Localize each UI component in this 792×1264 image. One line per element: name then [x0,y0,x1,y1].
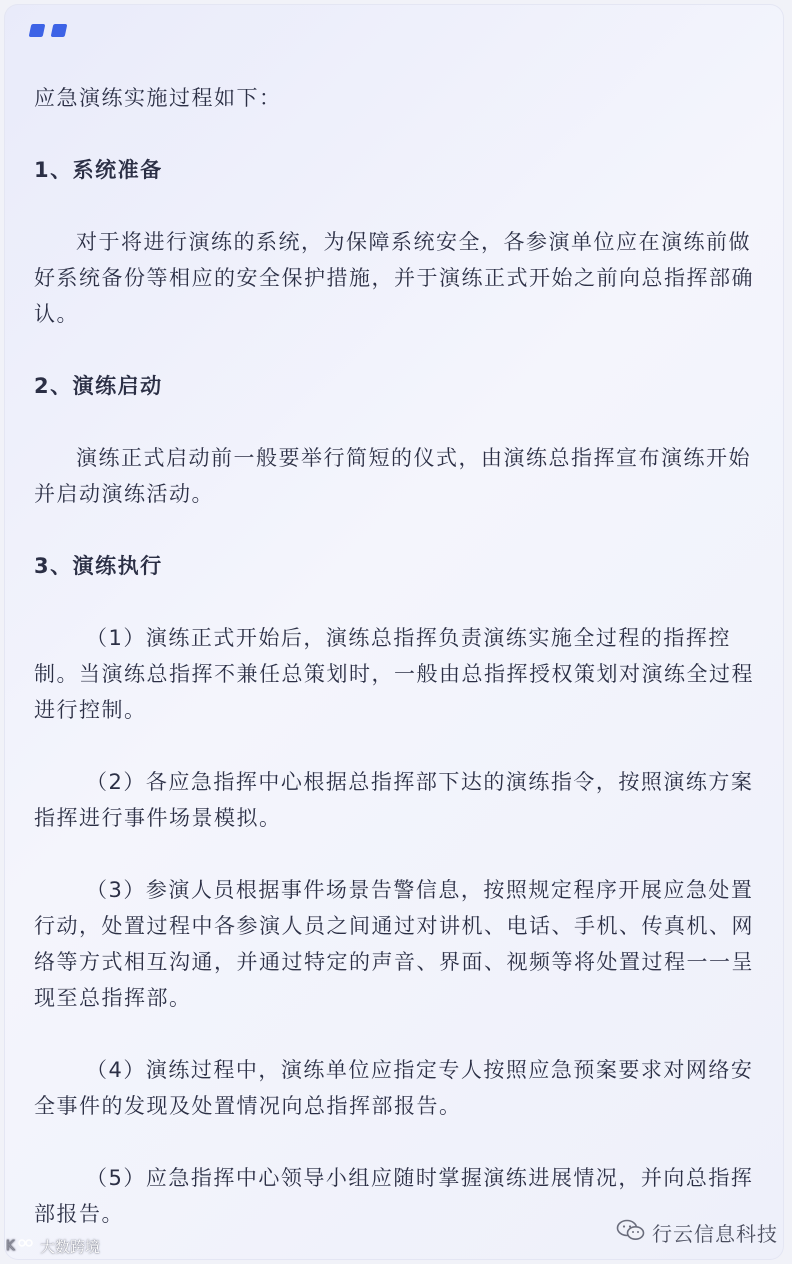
svg-text:K: K [6,1238,15,1253]
paragraph: （1）演练正式开始后，演练总指挥负责演练实施全过程的指挥控制。当演练总指挥不兼任总策划时，一般由总指挥授权策划对演练全过程进行控制。 [34,626,754,722]
intro-text: 应急演练实施过程如下： [34,86,282,110]
section-heading: 3、演练执行 [34,554,163,578]
decorative-squares-icon [30,24,66,37]
watermark-platform-name: 大数跨境 [40,1238,101,1256]
article-body [34,80,764,1260]
section-heading: 2、演练启动 [34,374,163,398]
paragraph: （4）演练过程中，演练单位应指定专人按照应急预案要求对网络安全事件的发现及处置情况向总指挥部报告。 [34,1058,754,1118]
watermark-platform [6,1236,100,1257]
paragraph: （2）各应急指挥中心根据总指挥部下达的演练指令，按照演练方案指挥进行事件场景模拟。 [34,770,754,830]
paragraph: 对于将进行演练的系统，为保障系统安全，各参演单位应在演练前做好系统备份等相应的安全保护措施，并于演练正式开始之前向总指挥部确认。 [34,230,754,326]
watermark-account [616,1218,778,1247]
paragraph: （5）应急指挥中心领导小组应随时掌握演练进展情况，并向总指挥部报告。 [34,1166,754,1226]
paragraph: （3）参演人员根据事件场景告警信息，按照规定程序开展应急处置行动，处置过程中各参演人员之间通过对讲机、电话、手机、传真机、网络等方式相互沟通，并通过特定的声音、界面、视频等将处置过程一一呈现至总指挥部。 [34,878,754,1010]
wechat-icon [616,1218,646,1247]
article-card [4,4,784,1260]
section-heading: 1、系统准备 [34,158,163,182]
paragraph: 演练正式启动前一般要举行简短的仪式，由演练总指挥宣布演练开始并启动演练活动。 [34,446,751,506]
watermark-account-name: 行云信息科技 [652,1222,778,1246]
platform-logo-icon [6,1237,36,1257]
